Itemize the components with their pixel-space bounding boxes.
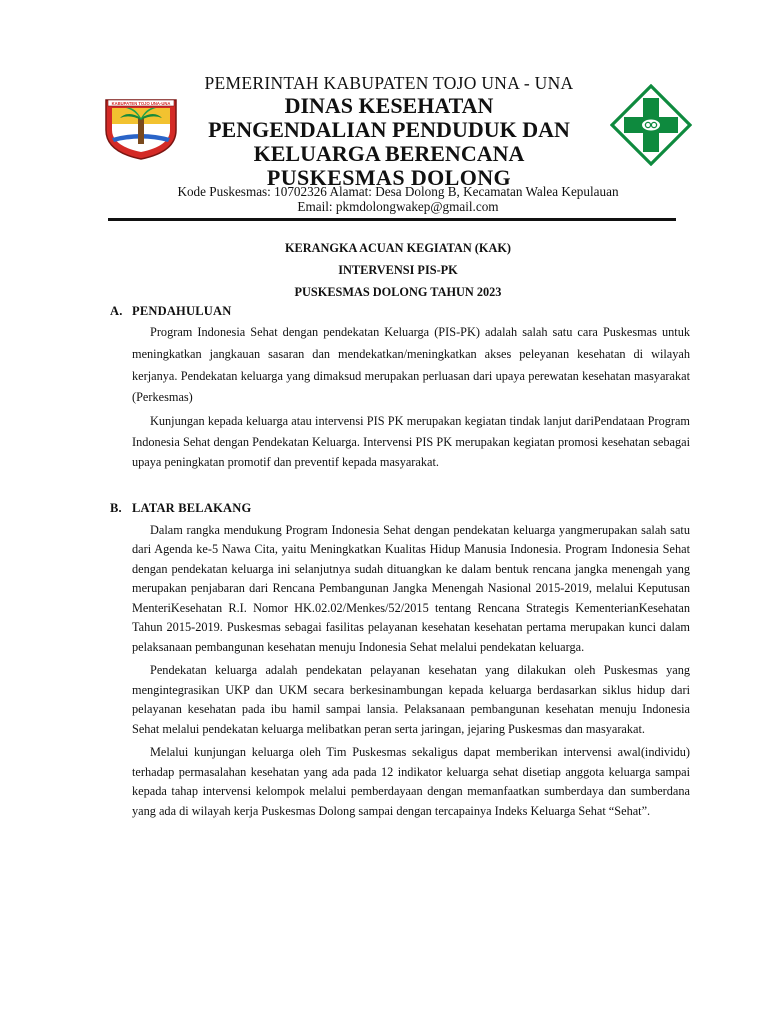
document-body bbox=[110, 300, 690, 821]
address-line: Kode Puskesmas: 10702326 Alamat: Desa Dolong B, Kecamatan Walea Kepulauan bbox=[177, 184, 619, 199]
title-line-3: PUSKESMAS DOLONG TAHUN 2023 bbox=[294, 285, 502, 299]
letterhead bbox=[0, 70, 768, 220]
department-line-2: PENGENDALIAN PENDUDUK DAN bbox=[208, 117, 570, 142]
paragraph: Kunjungan kepada keluarga atau intervensi PIS PK merupakan kegiatan tindak lanjut dariPendataan Program Indonesia Sehat dengan Pendekatan Keluarga. Intervensi PIS PK merupakan kegiatan promosi kesehatan sebagai upaya peningkatan promotif dan preventif kepada masyarakat. bbox=[132, 414, 690, 470]
paragraph: Dalam rangka mendukung Program Indonesia Sehat dengan pendekatan keluarga yangmerupakan salah satu dari Agenda ke-5 Nawa Cita, yaitu Meningkatkan Kualitas Hidup Manusia Indonesia. Program Indonesia Sehat dengan pendekatan keluarga ini selanjutnya sudah dituangkan ke dalam bentuk rencana jangka menengah yang merupakan penjabaran dari Rencana Pembangunan Jangka Menengah Nasional 2015-2019, melalui Keputusan MenteriKesehatan R.I. Nomor HK.02.02/Menkes/52/2015 tentang Rencana Strategis KementerianKesehatan Tahun 2015-2019. Puskesmas sebagai fasilitas pelayanan kesehatan kesehatan pertama merupakan kunci dalam pelaksanaan pembangunan kesehatan menuju Indonesia Sehat melalui pendekatan keluarga. bbox=[132, 522, 690, 654]
department-line-1: DINAS KESEHATAN bbox=[284, 93, 494, 118]
document-title bbox=[0, 237, 768, 303]
title-line-1: KERANGKA ACUAN KEGIATAN (KAK) bbox=[284, 241, 512, 255]
section-heading-b bbox=[110, 497, 690, 519]
section-letter: B. bbox=[110, 500, 122, 515]
section-heading-a bbox=[110, 300, 690, 322]
email-line: Email: pkmdolongwakep@gmail.com bbox=[297, 199, 499, 214]
paragraph: Pendekatan keluarga adalah pendekatan pelayanan kesehatan yang dilakukan oleh Puskesmas yang mengintegrasikan UKP dan UKM secara berkesinambungan kepada keluarga berdasarkan siklus hidup dari pelayanan kesehatan pada ibu hamil sampai lansia. Pelaksanaan pembangunan kesehatan menuju Indonesia Sehat melalui pendekatan keluarga melibatkan peran serta jaringan, jejaring Puskesmas dan masyarakat. bbox=[132, 663, 690, 736]
paragraph: Program Indonesia Sehat dengan pendekatan Keluarga (PIS-PK) adalah salah satu cara Puskesmas untuk meningkatkan jangkauan sasaran dan mendekatkan/meningkatkan akses peleyanan kesehatan di wilayah kerjanya. Pendekatan keluarga yang dimaksud merupakan perluasan dari upaya perewatan kesehatan masyarakat (Perkesmas) bbox=[132, 325, 690, 405]
letterhead-divider bbox=[108, 218, 676, 221]
section-title: PENDAHULUAN bbox=[132, 304, 232, 318]
title-line-2: INTERVENSI PIS-PK bbox=[338, 263, 458, 277]
contact-info bbox=[0, 184, 768, 214]
crest-banner-text: KABUPATEN TOJO UNA-UNA bbox=[111, 100, 171, 106]
department-line-3: KELUARGA BERENCANA bbox=[253, 141, 525, 166]
section-letter: A. bbox=[110, 304, 123, 318]
puskesmas-name: PUSKESMAS DOLONG bbox=[266, 165, 512, 190]
paragraph: Melalui kunjungan keluarga oleh Tim Puskesmas sekaligus dapat memberikan intervensi awal(individu) terhadap permasalahan kesehatan yang ada pada 12 indikator keluarga sehat disetiap anggota keluarga sampai kepada tahap intervensi kelompok melalui pemberdayaan dengan memanfaatkan sumberdaya dan sumberdana yang ada di wilayah kerja Puskesmas Dolong sampai dengan tercapainya Indeks Keluarga Sehat “Sehat”. bbox=[132, 745, 690, 818]
letterhead-text bbox=[150, 70, 628, 190]
section-title: LATAR BELAKANG bbox=[132, 500, 252, 515]
government-name: PEMERINTAH KABUPATEN TOJO UNA - UNA bbox=[204, 73, 574, 93]
